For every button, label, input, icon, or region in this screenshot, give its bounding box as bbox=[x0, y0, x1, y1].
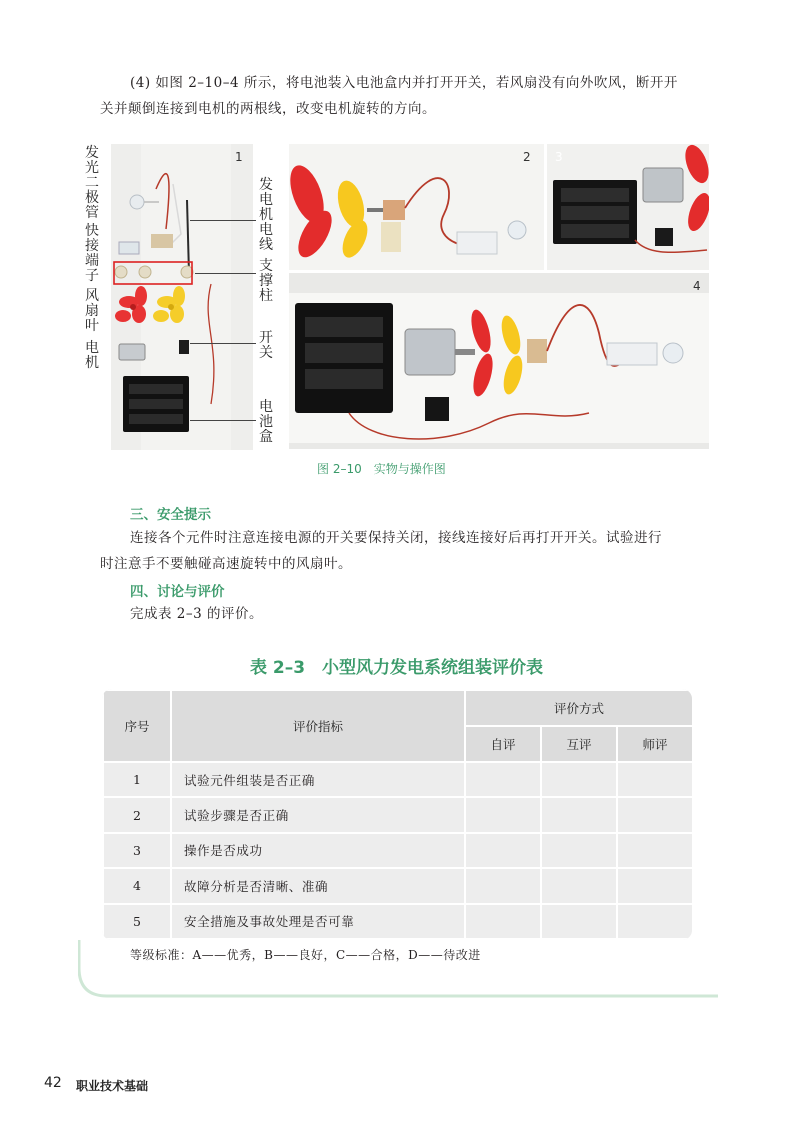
label-motor: 电机 bbox=[85, 340, 99, 371]
label-switch: 开关 bbox=[259, 330, 273, 361]
header-method: 评价方式 bbox=[465, 690, 692, 726]
row-4-indicator: 故障分析是否清晰、准确 bbox=[171, 868, 465, 903]
label-fan-blade: 风扇叶 bbox=[85, 288, 99, 334]
row-5-peer-cell[interactable] bbox=[541, 904, 617, 939]
leader-switch bbox=[190, 343, 256, 344]
section-3-line-1: 连接各个元件时注意连接电源的开关要保持关闭，接线连接好后再打开开关。试验进行 bbox=[130, 530, 662, 546]
table-row bbox=[103, 833, 692, 868]
book-title: 职业技术基础 bbox=[76, 1079, 149, 1093]
evaluation-table bbox=[102, 689, 692, 940]
row-2-indicator: 试验步骤是否正确 bbox=[171, 797, 465, 832]
intro-line-2: 关并颠倒连接到电机的两根线，改变电机旋转的方向。 bbox=[100, 101, 436, 117]
row-4-teacher-cell[interactable] bbox=[617, 868, 692, 903]
row-4-self-cell[interactable] bbox=[465, 868, 541, 903]
photo-3-number: 3 bbox=[555, 150, 563, 164]
label-support-pillar: 支撑柱 bbox=[259, 258, 273, 304]
label-generator-wire: 发电机电线 bbox=[259, 177, 273, 253]
photo-4-complete-system bbox=[289, 273, 709, 449]
table-row bbox=[103, 904, 692, 939]
table-title: 表 2–3 小型风力发电系统组装评价表 bbox=[249, 658, 544, 678]
header-teacher-eval: 师评 bbox=[617, 726, 692, 762]
decorative-frame-curve bbox=[78, 940, 718, 1000]
red-fan-shape bbox=[115, 286, 147, 323]
photo-4-drawing bbox=[289, 273, 709, 449]
intro-line-1: (4) 如图 2–10–4 所示，将电池装入电池盒内并打开开关，若风扇没有向外吹风，断开开 bbox=[130, 75, 678, 91]
photo-1-drawing bbox=[111, 144, 253, 450]
photo-1-number: 1 bbox=[235, 150, 243, 164]
row-3-teacher-cell[interactable] bbox=[617, 833, 692, 868]
row-4-no: 4 bbox=[103, 868, 171, 903]
row-1-indicator: 试验元件组装是否正确 bbox=[171, 762, 465, 797]
photo-2-number: 2 bbox=[523, 150, 531, 164]
leader-support-pillar bbox=[195, 273, 256, 274]
row-2-no: 2 bbox=[103, 797, 171, 832]
header-indicator: 评价指标 bbox=[171, 690, 465, 762]
section-4-heading: 四、讨论与评价 bbox=[130, 584, 225, 600]
photo-2-assembly bbox=[289, 144, 544, 270]
header-serial-no: 序号 bbox=[103, 690, 171, 762]
page-number: 42 bbox=[44, 1075, 62, 1091]
label-quick-terminal: 快接端子 bbox=[85, 223, 99, 284]
row-2-teacher-cell[interactable] bbox=[617, 797, 692, 832]
row-3-indicator: 操作是否成功 bbox=[171, 833, 465, 868]
label-battery-box: 电池盒 bbox=[259, 399, 273, 445]
row-5-teacher-cell[interactable] bbox=[617, 904, 692, 939]
row-3-self-cell[interactable] bbox=[465, 833, 541, 868]
leader-generator-wire bbox=[190, 220, 256, 221]
row-1-peer-cell[interactable] bbox=[541, 762, 617, 797]
row-5-self-cell[interactable] bbox=[465, 904, 541, 939]
photo-3-drawing bbox=[547, 144, 709, 270]
photo-3-battery-motor bbox=[547, 144, 709, 270]
row-5-no: 5 bbox=[103, 904, 171, 939]
table-row bbox=[103, 797, 692, 832]
row-4-peer-cell[interactable] bbox=[541, 868, 617, 903]
row-1-no: 1 bbox=[103, 762, 171, 797]
label-led: 发光二极管 bbox=[85, 145, 99, 221]
row-2-self-cell[interactable] bbox=[465, 797, 541, 832]
row-1-self-cell[interactable] bbox=[465, 762, 541, 797]
leader-battery-box bbox=[190, 420, 256, 421]
grade-standard-note: 等级标准：A——优秀，B——良好，C——合格，D——待改进 bbox=[130, 948, 481, 962]
table-row bbox=[103, 868, 692, 903]
row-3-no: 3 bbox=[103, 833, 171, 868]
photo-1-components bbox=[111, 144, 253, 450]
row-1-teacher-cell[interactable] bbox=[617, 762, 692, 797]
section-3-heading: 三、安全提示 bbox=[130, 507, 211, 523]
header-self-eval: 自评 bbox=[465, 726, 541, 762]
table-row bbox=[103, 762, 692, 797]
figure-caption: 图 2–10 实物与操作图 bbox=[317, 462, 446, 476]
row-2-peer-cell[interactable] bbox=[541, 797, 617, 832]
section-3-line-2: 时注意手不要触碰高速旋转中的风扇叶。 bbox=[100, 556, 352, 572]
row-5-indicator: 安全措施及事故处理是否可靠 bbox=[171, 904, 465, 939]
row-3-peer-cell[interactable] bbox=[541, 833, 617, 868]
section-4-text: 完成表 2–3 的评价。 bbox=[130, 606, 264, 622]
photo-2-drawing bbox=[289, 144, 544, 270]
header-peer-eval: 互评 bbox=[541, 726, 617, 762]
photo-4-number: 4 bbox=[693, 279, 701, 293]
